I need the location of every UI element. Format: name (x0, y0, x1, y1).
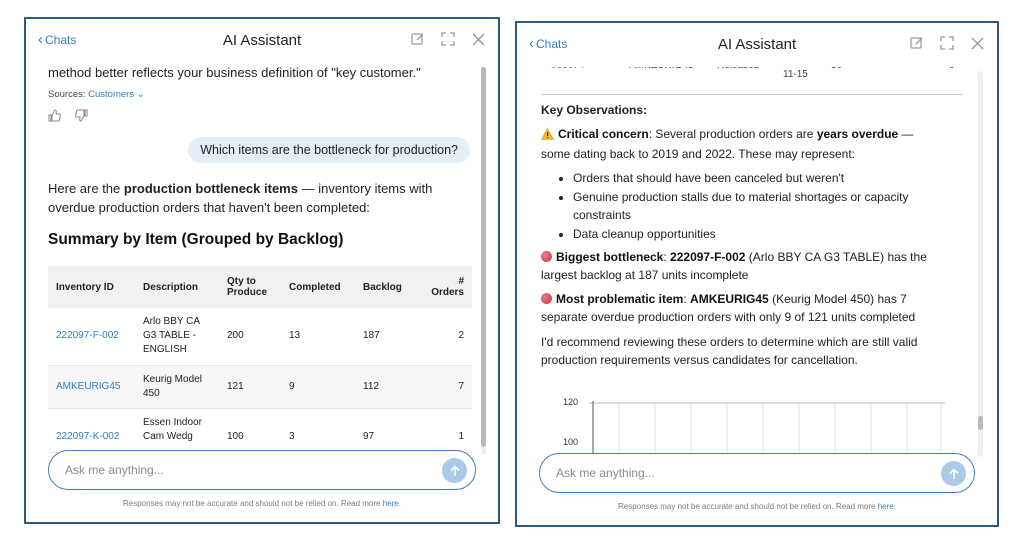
orders-cell: 7 (416, 365, 472, 408)
completed-cell: 9 (281, 365, 355, 408)
disclaimer: Responses may not be accurate and should not be relied on. Read more here. (618, 502, 896, 511)
biggest-bottleneck-paragraph: Biggest bottleneck: 222097-F-002 (Arlo BBY CA G3 TABLE) has the largest backlog at 187 units incomplete (541, 250, 927, 282)
thumbs-down-icon[interactable] (75, 109, 88, 127)
back-to-chats-link[interactable] (529, 37, 567, 51)
chat-input[interactable] (65, 460, 425, 480)
chat-header (26, 19, 498, 63)
previous-message-text: method better reflects your business definition of "key customer." (48, 65, 421, 80)
chevron-left-icon: ‹ (529, 35, 534, 52)
concern-bullet-list (541, 169, 971, 244)
sources-dropdown[interactable]: Customers ⌄ (88, 89, 145, 100)
user-message-bubble: Which items are the bottleneck for production? (188, 137, 470, 163)
back-to-chats-link[interactable] (38, 33, 76, 47)
chat-input[interactable] (556, 463, 916, 483)
qty-cell: 100 (219, 408, 281, 452)
close-icon[interactable] (470, 31, 486, 47)
scrollbar-thumb[interactable] (978, 416, 983, 430)
y-tick-label: 100 (563, 437, 579, 447)
inventory-id-link[interactable]: 222097-K-002 (48, 408, 135, 452)
expand-icon[interactable] (440, 31, 456, 47)
table-header-row (48, 266, 472, 308)
y-tick-label: 120 (563, 397, 579, 407)
list-item: • Orders that should have been canceled but weren't (573, 169, 971, 187)
chat-body (517, 67, 997, 453)
qty-cell: 121 (219, 365, 281, 408)
most-problematic-paragraph: Most problematic item: AMKEURIG45 (Keurig Model 450) has 7 separate overdue production orders with only 9 of 121 units completed (541, 292, 916, 324)
chat-panel-right (515, 21, 999, 527)
chat-title: AI Assistant (222, 32, 302, 49)
inventory-id-link[interactable]: AMKEURIG45 (48, 365, 135, 408)
scrollbar-thumb[interactable] (481, 67, 486, 447)
chat-input-box (539, 453, 975, 493)
sources-line (48, 89, 145, 100)
divider (541, 94, 963, 95)
key-observations-heading: Key Observations: (541, 103, 648, 117)
edit-icon[interactable] (909, 35, 925, 51)
date-cell: 11-15 (783, 69, 808, 80)
chart-preview (557, 397, 957, 457)
backlog-cell: 97 (355, 408, 416, 452)
critical-concern-paragraph: Critical concern: Several production orders are years overdue — some dating back to 2019 and 2022. These may represent: (541, 127, 914, 161)
chart-gridlines (589, 401, 945, 461)
chat-title: AI Assistant (717, 36, 797, 53)
edit-icon[interactable] (410, 31, 426, 47)
scrollbar[interactable] (978, 71, 983, 457)
list-item: • Data cleanup opportunities (573, 225, 971, 243)
back-label: Chats (536, 37, 568, 51)
scrollbar[interactable] (481, 67, 486, 455)
list-item: • Genuine production stalls due to material shortages or capacity constraints (573, 188, 971, 224)
col-orders: # Orders (416, 266, 472, 308)
expand-icon[interactable] (939, 35, 955, 51)
table-row (48, 308, 472, 365)
chevron-down-icon: ⌄ (136, 89, 145, 100)
chat-header (517, 23, 997, 67)
chat-body (26, 63, 498, 450)
orders-cell: 2 (416, 308, 472, 365)
completed-cell: 3 (281, 408, 355, 452)
completed-cell: 13 (281, 308, 355, 365)
backlog-cell: 187 (355, 308, 416, 365)
col-backlog: Backlog (355, 266, 416, 308)
read-more-link[interactable]: here (382, 499, 399, 508)
inventory-id-link[interactable]: 222097-F-002 (48, 308, 135, 365)
send-button[interactable] (941, 461, 966, 486)
arrow-up-icon (449, 465, 461, 477)
description-cell: Keurig Model 450 (135, 365, 219, 408)
send-button[interactable] (442, 458, 467, 483)
description-cell: Essen Indoor Cam Wedg (135, 408, 219, 452)
read-more-link[interactable]: here (877, 502, 894, 511)
chevron-left-icon: ‹ (38, 31, 43, 48)
assistant-intro: Here are the production bottleneck items — inventory items with overdue production orders that haven't been completed: (48, 181, 433, 215)
close-icon[interactable] (969, 35, 985, 51)
col-description: Description (135, 266, 219, 308)
inventory-table (48, 266, 472, 453)
table-row (48, 408, 472, 452)
warning-icon (541, 127, 554, 145)
chat-panel-left (24, 17, 500, 524)
chat-input-box (48, 450, 476, 490)
red-circle-icon (541, 251, 552, 262)
table-row (48, 365, 472, 408)
recommendation-paragraph: I'd recommend reviewing these orders to determine which are still valid production requirements versus candidates for cancellation. (541, 335, 918, 367)
back-label: Chats (45, 33, 77, 47)
orders-cell: 1 (416, 408, 472, 452)
thumbs-up-icon[interactable] (48, 109, 61, 127)
backlog-cell: 112 (355, 365, 416, 408)
col-qty-to-produce: Qty to Produce (219, 266, 281, 308)
col-inventory-id: Inventory ID (48, 266, 135, 308)
description-cell: Arlo BBY CA G3 TABLE - ENGLISH (135, 308, 219, 365)
arrow-up-icon (948, 468, 960, 480)
col-completed: Completed (281, 266, 355, 308)
red-circle-icon (541, 293, 552, 304)
disclaimer: Responses may not be accurate and should not be relied on. Read more here. (123, 499, 401, 508)
sources-label: Sources: (48, 89, 86, 100)
summary-heading: Summary by Item (Grouped by Backlog) (48, 231, 344, 248)
qty-cell: 200 (219, 308, 281, 365)
